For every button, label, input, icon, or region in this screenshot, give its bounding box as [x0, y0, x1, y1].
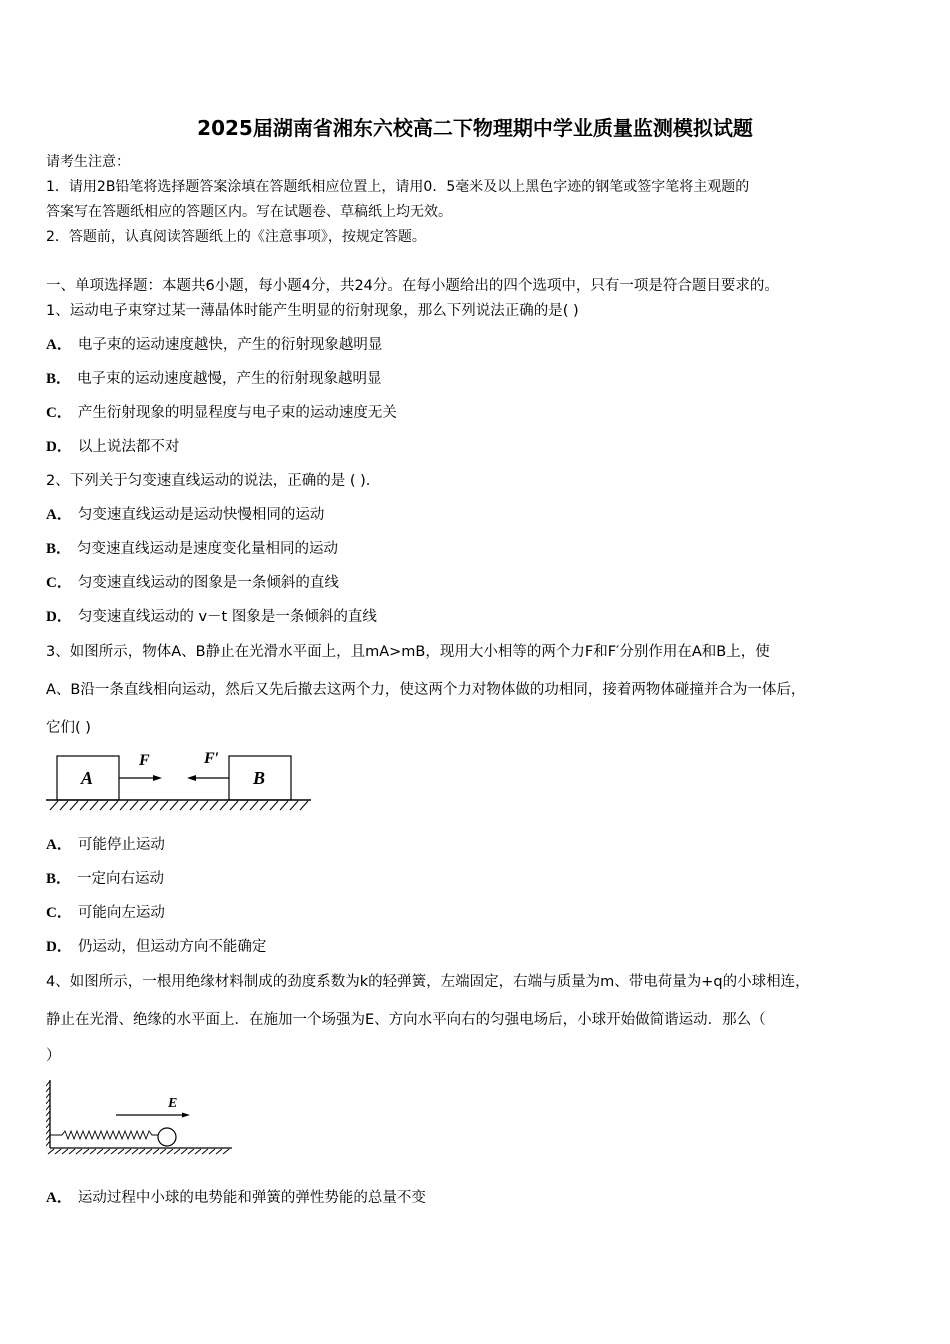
spring-ball-diagram	[46, 1078, 236, 1156]
page-title: 2025届湖南省湘东六校高二下物理期中学业质量监测模拟试题	[197, 116, 753, 140]
option-text: 一定向右运动	[77, 871, 165, 887]
question-1-option-a[interactable]	[46, 335, 382, 355]
option-letter: B．	[46, 871, 72, 887]
notice-heading: 请考生注意：	[46, 154, 130, 170]
option-letter: A．	[46, 507, 72, 523]
option-text: 匀变速直线运动的图象是一条倾斜的直线	[77, 575, 339, 591]
option-text: 可能停止运动	[77, 837, 165, 853]
option-letter: A．	[46, 337, 72, 353]
option-letter: D．	[46, 439, 72, 455]
option-text: 运动过程中小球的电势能和弹簧的弹性势能的总量不变	[77, 1190, 426, 1206]
force-f-label: F	[139, 752, 150, 769]
question-4-stem-line-3: ）	[46, 1048, 61, 1064]
option-text: 产生衍射现象的明显程度与电子束的运动速度无关	[77, 405, 397, 421]
notice-line-3: 2．答题前，认真阅读答题纸上的《注意事项》，按规定答题。	[46, 229, 426, 245]
option-letter: D．	[46, 609, 72, 625]
question-2-option-a[interactable]	[46, 505, 324, 525]
option-text: 可能向左运动	[77, 905, 165, 921]
question-4-option-a[interactable]	[46, 1188, 426, 1208]
option-letter: C．	[46, 905, 72, 921]
block-a-label: A	[81, 768, 94, 788]
option-letter: D．	[46, 939, 72, 955]
question-3-option-b[interactable]	[46, 869, 164, 889]
option-text: 电子束的运动速度越慢，产生的衍射现象越明显	[77, 371, 382, 387]
option-letter: B．	[46, 541, 72, 557]
notice-line-1: 1．请用2B铅笔将选择题答案涂填在答题纸相应位置上，请用0．5毫米及以上黑色字迹的钢笔或签字笔将主观题的	[46, 179, 750, 195]
question-2-option-c[interactable]	[46, 573, 339, 593]
question-2-stem: 2、下列关于匀变速直线运动的说法，正确的是 ( ).	[46, 473, 371, 489]
question-4-stem-line-1: 4、如图所示，一根用绝缘材料制成的劲度系数为k的轻弹簧，左端固定，右端与质量为m、带电荷量为+q的小球相连，	[46, 974, 810, 990]
option-text: 仍运动，但运动方向不能确定	[77, 939, 267, 955]
question-3-stem-line-1: 3、如图所示，物体A、B静止在光滑水平面上，且mA>mB，现用大小相等的两个力F和F′分别作用在A和B上，使	[46, 644, 770, 660]
option-text: 电子束的运动速度越快，产生的衍射现象越明显	[77, 337, 383, 353]
question-3-option-c[interactable]	[46, 903, 165, 923]
notice-line-2: 答案写在答题纸相应的答题区内。写在试题卷、草稿纸上均无效。	[46, 204, 452, 220]
question-3-option-a[interactable]	[46, 835, 165, 855]
question-2-option-d[interactable]	[46, 607, 377, 627]
question-3-stem-line-3: 它们( )	[46, 720, 91, 736]
option-letter: C．	[46, 405, 72, 421]
question-1-option-d[interactable]	[46, 437, 179, 457]
option-text: 匀变速直线运动的 v－t 图象是一条倾斜的直线	[77, 609, 377, 625]
question-1-option-b[interactable]	[46, 369, 382, 389]
spring-diagram-svg	[46, 1078, 236, 1156]
option-letter: C．	[46, 575, 72, 591]
option-text: 匀变速直线运动是运动快慢相同的运动	[77, 507, 325, 523]
option-letter: B．	[46, 371, 72, 387]
block-b-label: B	[253, 768, 266, 788]
question-1-option-c[interactable]	[46, 403, 397, 423]
option-text: 以上说法都不对	[77, 439, 180, 455]
field-e-label: E	[168, 1096, 178, 1111]
question-3-stem-line-2: A、B沿一条直线相向运动，然后又先后撤去这两个力，使这两个力对物体做的功相同，接着两物体碰撞并合为一体后，	[46, 682, 806, 698]
option-letter: A．	[46, 1190, 72, 1206]
question-4-stem-line-2: 静止在光滑、绝缘的水平面上．在施加一个场强为E、方向水平向右的匀强电场后，小球开始做简谐运动．那么（	[46, 1012, 766, 1028]
question-3-option-d[interactable]	[46, 937, 266, 957]
force-f-prime-label: F′	[204, 750, 220, 767]
question-1-stem: 1、运动电子束穿过某一薄晶体时能产生明显的衍射现象，那么下列说法正确的是( )	[46, 303, 579, 319]
option-text: 匀变速直线运动是速度变化量相同的运动	[77, 541, 339, 557]
option-letter: A．	[46, 837, 72, 853]
section-heading: 一、单项选择题：本题共6小题，每小题4分，共24分。在每小题给出的四个选项中，只有一项是符合题目要求的。	[46, 278, 779, 294]
question-2-option-b[interactable]	[46, 539, 338, 559]
blocks-force-diagram	[46, 752, 316, 814]
